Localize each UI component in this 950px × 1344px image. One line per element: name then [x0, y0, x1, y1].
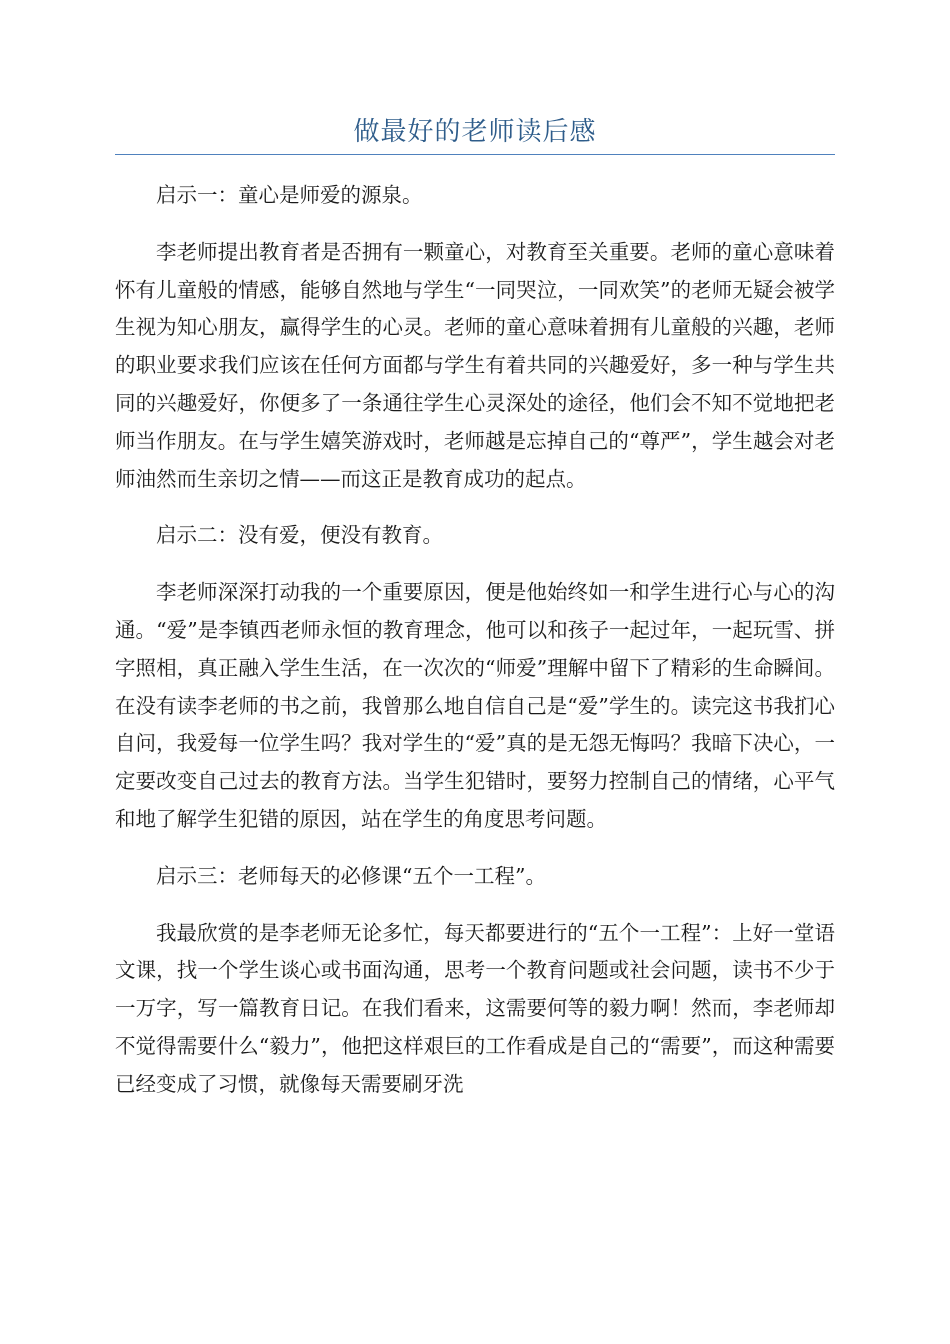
paragraph: 李老师深深打动我的一个重要原因，便是他始终如一和学生进行心与心的沟通。“爱”是李镇西老师永恒的教育理念，他可以和孩子一起过年，一起玩雪、拼字照相，真正融入学生生活，在一次次的“师爱”理解中留下了精彩的生命瞬间。在没有读李老师的书之前，我曾那么地自信自己是“爱”学生的。读完这书我扪心自问，我爱每一位学生吗？我对学生的“爱”真的是无怨无悔吗？我暗下决心，一定要改变自己过去的教育方法。当学生犯错时，要努力控制自己的情绪，心平气和地了解学生犯错的原因，站在学生的角度思考问题。	[115, 580, 835, 831]
paragraph-heading-3: 启示三：老师每天的必修课“五个一工程”。	[156, 863, 546, 888]
page-title: 做最好的老师读后感	[353, 117, 597, 147]
paragraph-heading-2: 启示二：没有爱，便没有教育。	[156, 523, 443, 548]
paragraph-heading-1: 启示一：童心是师爱的源泉。	[156, 183, 423, 207]
document-body	[115, 177, 835, 1123]
title-underline	[115, 154, 835, 155]
paragraph: 李老师提出教育者是否拥有一颗童心，对教育至关重要。老师的童心意味着怀有儿童般的情感，能够自然地与学生“一同哭泣，一同欢笑”的老师无疑会被学生视为知心朋友，赢得学生的心灵。老师的童心意味着拥有儿童般的兴趣，老师的职业要求我们应该在任何方面都与学生有着共同的兴趣爱好，多一种与学生共同的兴趣爱好，你便多了一条通往学生心灵深处的途径，他们会不知不觉地把老师当作朋友。在与学生嬉笑游戏时，老师越是忘掉自己的“尊严”，学生越会对老师油然而生亲切之情——而这正是教育成功的起点。	[115, 239, 835, 491]
paragraph: 我最欣赏的是李老师无论多忙，每天都要进行的“五个一工程”：上好一堂语文课，找一个学生谈心或书面沟通，思考一个教育问题或社会问题，读书不少于一万字，写一篇教育日记。在我们看来，这需要何等的毅力啊！然而，李老师却不觉得需要什么“毅力”，他把这样艰巨的工作看成是自己的“需要”，而这种需要已经变成了习惯，就像每天需要刷牙洗	[115, 920, 835, 1096]
